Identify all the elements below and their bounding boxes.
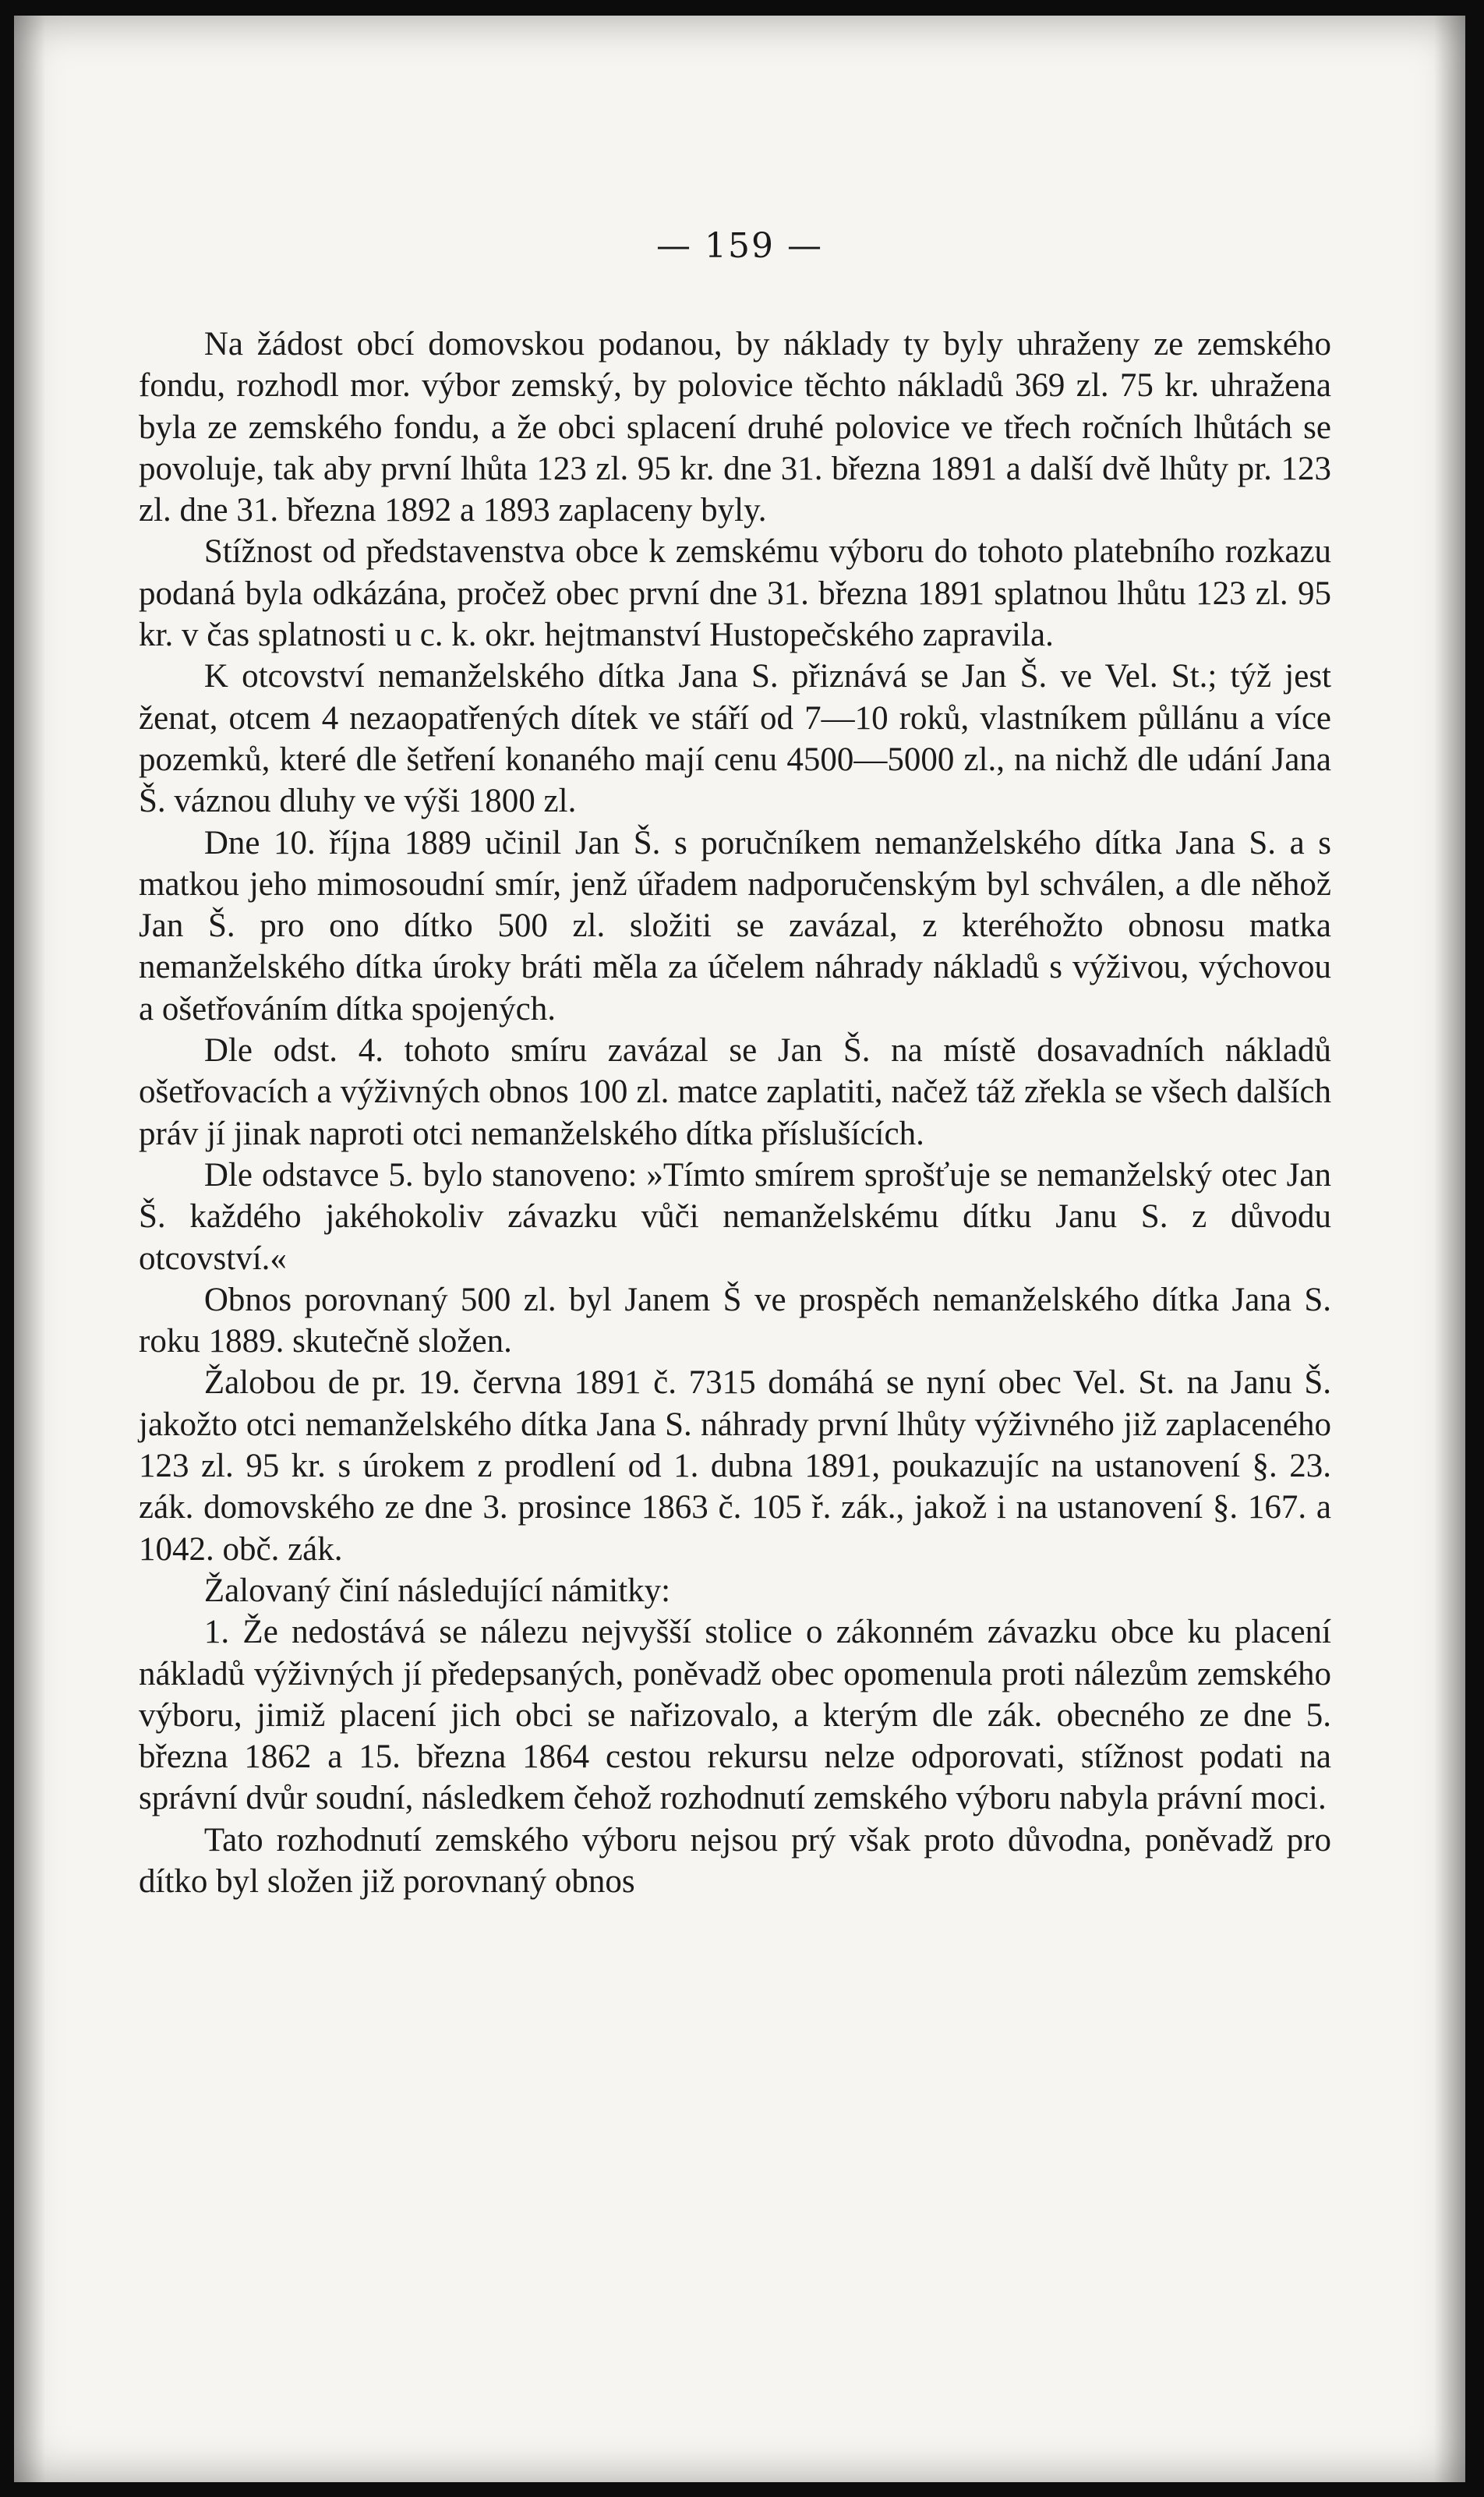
page-edge-shadow-left [14, 16, 45, 2482]
paragraph-5: Dle odst. 4. tohoto smíru zavázal se Jan Š. na místě dosavadních nákladů ošetřovacích a výživných obnos 100 zl. matce zaplatiti, načež táž zřekla se všech dalších práv jí jinak naproti otci nemanželského dítka příslušících. [139, 1032, 1331, 1152]
paragraph-8: Žalobou de pr. 19. června 1891 č. 7315 domáhá se nyní obec Vel. St. na Janu Š. jakožto otci nemanželského dítka Jana S. náhrady první lhůty výživného již zaplaceného 123 zl. 95 kr. s úrokem z prodlení od 1. dubna 1891, poukazujíc na ustanovení §. 23. zák. domovského ze dne 3. prosince 1863 č. 105 ř. zák., jakož i na ustanovení §. 167. a 1042. obč. zák. [139, 1364, 1331, 1568]
paragraph-7: Obnos porovnaný 500 zl. byl Janem Š ve prospěch nemanželského dítka Jana S. roku 1889. skutečně složen. [139, 1281, 1331, 1360]
page-body [139, 324, 1331, 1902]
paragraph-6: Dle odstavce 5. bylo stanoveno: »Tímto smírem sprošťuje se nemanželský otec Jan Š. každého jakéhokoliv závazku vůči nemanželskému dítku Janu S. z důvodu otcovství.« [139, 1156, 1331, 1277]
paragraph-11: Tato rozhodnutí zemského výboru nejsou prý však proto důvodna, poněvadž pro dítko byl složen již porovnaný obnos [139, 1821, 1331, 1900]
paragraph-1: Na žádost obcí domovskou podanou, by náklady ty byly uhraženy ze zemského fondu, rozhodl mor. výbor zemský, by polovice těchto nákladů 369 zl. 75 kr. uhražena byla ze zemského fondu, a že obci splacení druhé polovice ve třech ročních lhůtách se povoluje, tak aby první lhůta 123 zl. 95 kr. dne 31. března 1891 a další dvě lhůty pr. 123 zl. dne 31. března 1892 a 1893 zaplaceny byly. [139, 326, 1331, 529]
page-edge-shadow-right [1434, 16, 1465, 2482]
paragraph-9: Žalovaný činí následující námitky: [203, 1572, 671, 1609]
paragraph-10: 1. Že nedostává se nálezu nejvyšší stolice o zákonném závazku obce ku placení nákladů výživných jí předepsaných, poněvadž obec opomenula proti nálezům zemského výboru, jimiž placení jich obci se nařizovalo, a kterým dle zák. obecného ze dne 5. března 1862 a 15. března 1864 cestou rekursu nelze odporovati, stížnost podati na správní dvůr soudní, následkem čehož rozhodnutí zemského výboru nabyla právní moci. [139, 1614, 1331, 1817]
paragraph-2: Stížnost od představenstva obce k zemskému výboru do tohoto platebního rozkazu podaná byla odkázána, pročež obec první dne 31. března 1891 splatnou lhůtu 123 zl. 95 kr. v čas splatnosti u c. k. okr. hejtmanství Hustopečského zapravila. [139, 533, 1331, 654]
book-page [14, 16, 1465, 2482]
paragraph-4: Dne 10. října 1889 učinil Jan Š. s poručníkem nemanželského dítka Jana S. a s matkou jeho mimosoudní smír, jenž úřadem nadporučenským byl schválen, a dle něhož Jan Š. pro ono dítko 500 zl. složiti se zavázal, z kteréhožto obnosu matka nemanželského dítka úroky bráti měla za účelem náhrady nákladů s výživou, výchovou a ošetřováním dítka spojených. [139, 824, 1331, 1027]
page-number: — 159 — [656, 226, 823, 266]
paragraph-3: K otcovství nemanželského dítka Jana S. přiznává se Jan Š. ve Vel. St.; týž jest ženat, otcem 4 nezaopatřených dítek ve stáří od 7—10 roků, vlastníkem půllánu a více pozemků, které dle šetření konaného mají cenu 4500—5000 zl., na nichž dle udání Jana Š. váznou dluhy ve výši 1800 zl. [139, 658, 1331, 820]
